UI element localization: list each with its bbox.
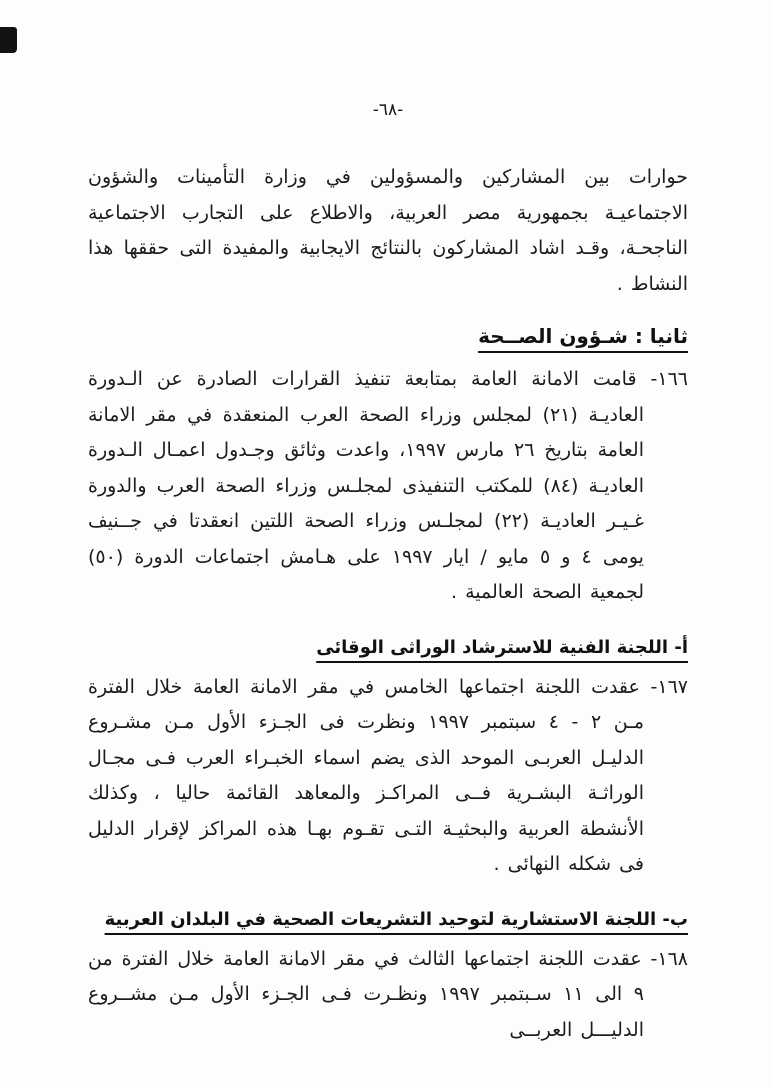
item-text: عقدت اللجنة اجتماعها الخامس في مقر الامانة العامة خلال الفترة مـن ٢ - ٤ سبتمبر ١٩٩٧ ونظرت فى الجـزء الأول مـن مشـروع الدليـل العربـى الموحد الذى يضم اسماء الخبـراء العرب فـى مجـال الوراثـة البشـرية فــى المراكـز والمعاهد القائمة حاليا ، وكذلك الأنشطة العربية والبحثيـة التـى تقـوم بهـا هذه المراكز لإقرار الدليل فى شكله النهائى . bbox=[88, 675, 645, 876]
paragraph-text bbox=[88, 670, 688, 883]
intro-paragraph: حوارات بين المشاركين والمسؤولين في وزارة التأمينات والشؤون الاجتماعيـة بجمهورية مصر العربية، والاطلاع على التجارب الاجتماعية الناجحـة، وقـد اشاد المشاركون بالنتائج الايجابية والمفيدة التى حققها هذا النشاط . bbox=[88, 166, 688, 295]
page-number: -٦٨- bbox=[372, 100, 404, 120]
scan-artifact-mark bbox=[0, 27, 17, 53]
item-number: ١٦٧- bbox=[650, 675, 688, 698]
section-heading: ثانيا : شـؤون الصــحة bbox=[478, 324, 688, 349]
subheading-b: ب- اللجنة الاستشارية لتوحيد التشريعات الصحية في البلدان العربية bbox=[104, 908, 688, 930]
paragraph-item-166 bbox=[88, 362, 688, 611]
paragraph-item-168 bbox=[88, 942, 688, 1049]
item-number: ١٦٨- bbox=[650, 947, 688, 970]
subheading-a: أ- اللجنة الفنية للاسترشاد الوراثى الوقائى bbox=[316, 636, 688, 658]
item-number: ١٦٦- bbox=[650, 368, 688, 391]
item-text: قامت الامانة العامة بمتابعة تنفيذ القرارات الصادرة عن الـدورة العاديـة (٢١) لمجلس وزراء الصحة العرب المنعقدة في مقر الامانة العامة بتاريخ ٢٦ مارس ١٩٩٧، واعدت وثائق وجـدول اعمـال الـدورة العاديـة (٨٤) للمكتب التنفيذى لمجلـس وزراء الصحة العرب والدورة غـيـر العاديـة (٢٢) لمجلـس وزراء الصحة اللتين انعقدتا في جــنيف يومى ٤ و ٥ مايو / ايار ١٩٩٧ على هـامش اجتماعات الدورة (٥٠) لجمعية الصحة العالمية . bbox=[88, 368, 645, 604]
paragraph-item-167 bbox=[88, 670, 688, 883]
paragraph-text bbox=[88, 942, 688, 1049]
item-text: عقدت اللجنة اجتماعها الثالث في مقر الامانة العامة خلال الفترة من ٩ الى ١١ سـبتمبر ١٩٩٧ ونظـرت فـى الجـزء الأول مـن مشــروع الدليـــل العربــى bbox=[88, 947, 645, 1041]
paragraph-text bbox=[88, 362, 688, 611]
